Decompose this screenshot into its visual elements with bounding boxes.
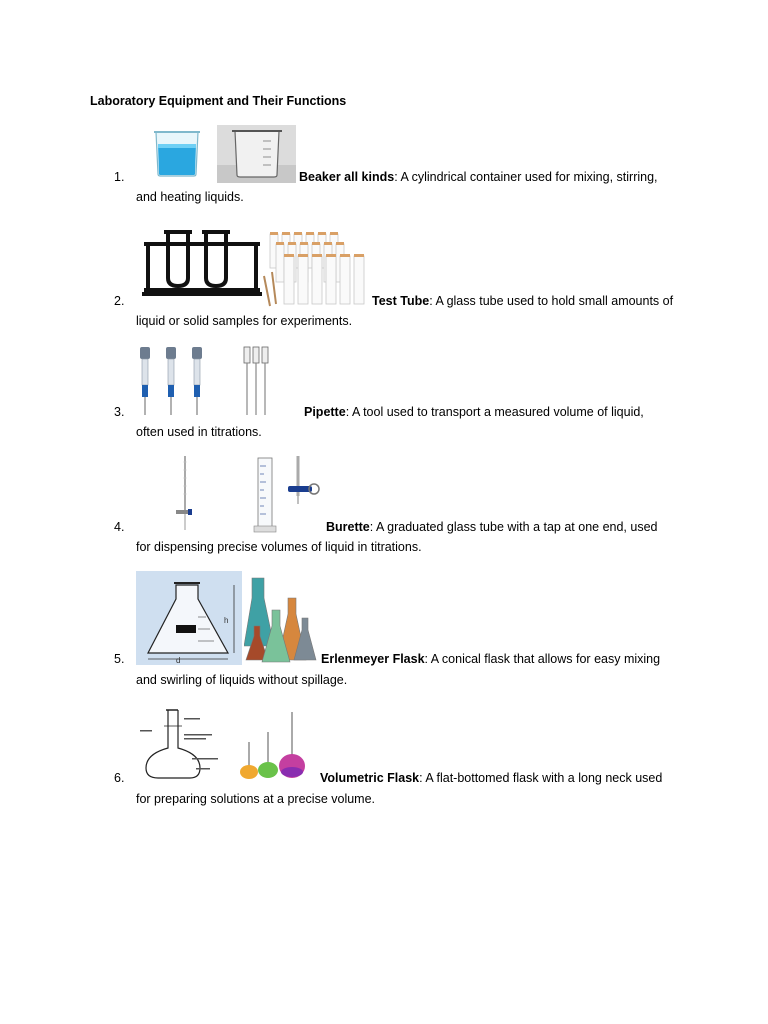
item-term: Volumetric Flask: [320, 771, 420, 785]
item-term: Erlenmeyer Flask: [321, 652, 425, 666]
item-description-continuation: often used in titrations.: [136, 425, 262, 439]
height-label: h: [224, 616, 229, 625]
item-description-continuation: and heating liquids.: [136, 190, 244, 204]
blue-beaker-image: [150, 128, 204, 178]
micropipettes-image: [138, 345, 212, 417]
item-number: 6.: [114, 771, 125, 785]
item-number: 2.: [114, 294, 125, 308]
item-term: Beaker all kinds: [299, 170, 395, 184]
colored-volumetric-flasks-image: [238, 710, 314, 780]
erlenmeyer-diagram-image: [136, 571, 242, 665]
item-number: 3.: [114, 405, 125, 419]
item-description-line: Pipette: A tool used to transport a measured volume of liquid,: [304, 405, 644, 419]
item-description-line: Burette: A graduated glass tube with a tap at one end, used: [326, 520, 658, 534]
item-description-continuation: for dispensing precise volumes of liquid in titrations.: [136, 540, 422, 554]
item-description-line: Erlenmeyer Flask: A conical flask that allows for easy mixing: [321, 652, 661, 666]
item-description-continuation: and swirling of liquids without spillage.: [136, 673, 348, 687]
item-term: Test Tube: [372, 294, 430, 308]
item-number: 4.: [114, 520, 125, 534]
colored-erlenmeyer-flasks-image: [244, 574, 320, 666]
item-description-continuation: for preparing solutions at a precise volume.: [136, 792, 376, 806]
volumetric-flask-diagram-image: [138, 708, 228, 780]
item-number: 5.: [114, 652, 125, 666]
item-number: 1.: [114, 170, 125, 184]
item-description-line: Beaker all kinds: A cylindrical container used for mixing, stirring,: [299, 170, 658, 184]
burette-image: [170, 456, 200, 532]
item-term: Burette: [326, 520, 370, 534]
item-description-line: Test Tube: A glass tube used to hold small amounts of: [372, 294, 674, 308]
glass-beaker-image: [217, 125, 296, 183]
item-term: Pipette: [304, 405, 346, 419]
item-description-continuation: liquid or solid samples for experiments.: [136, 314, 353, 328]
glass-pipettes-image: [240, 345, 272, 417]
graduated-cylinder-image: [252, 456, 286, 534]
test-tube-rack-image: [142, 228, 262, 300]
item-description-line: Volumetric Flask: A flat-bottomed flask with a long neck used: [320, 771, 663, 785]
diameter-label: d: [176, 656, 181, 665]
burette-stopcock-image: [284, 456, 324, 506]
test-tubes-image: [262, 232, 372, 308]
document-title: Laboratory Equipment and Their Functions: [90, 94, 347, 108]
